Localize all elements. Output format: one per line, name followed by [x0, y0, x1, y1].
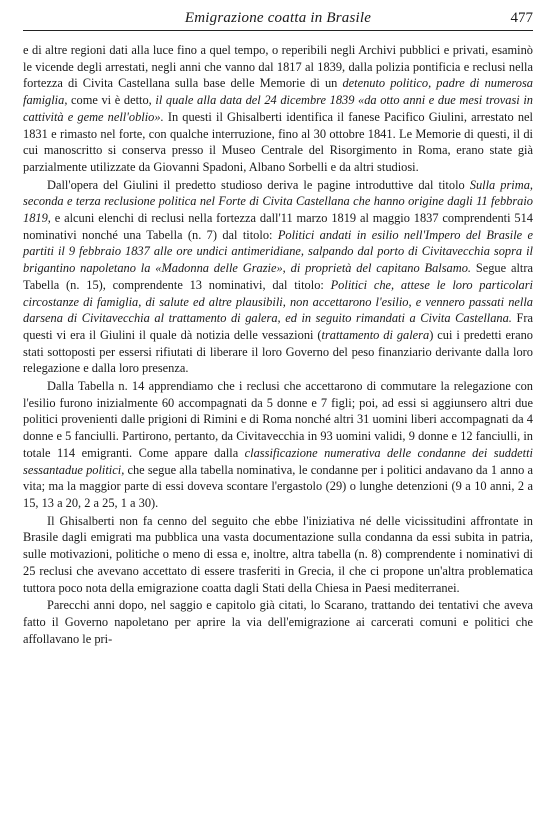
- text-run: , come vi è detto,: [64, 93, 156, 108]
- paragraph: [23, 42, 533, 176]
- page-number: 477: [510, 10, 533, 26]
- paragraph: [23, 177, 533, 377]
- text-run: e di altre regioni dati alla luce fino a quel tempo, o reperibili negli Archivi pubblici e privati, esaminò le vicende degli arrestati, negli anni che vanno dal 1817 al 1839, dalla polizia pontificia e reclusi nella fortezza di Civita Castellana sulla base delle Memorie di un: [23, 43, 533, 91]
- italic-text: Sulla prima, seconda e terza reclusione politica nel Forte di Civita Castellana che hanno origine dagli 11 febbraio 1819: [23, 177, 533, 226]
- text-run: ) cui i predetti erano stati sottoposti per essersi rifiutati di liberare il loro Governo del peso finanziario derivante dalla loro relegazione e dalla loro presenza.: [23, 327, 533, 376]
- paragraph: [23, 378, 533, 512]
- running-title: Emigrazione coatta in Brasile: [184, 10, 372, 26]
- text-run: Fra questi vi era il Giulini il quale dà notizia delle vessazioni (: [23, 311, 533, 342]
- text-run: , che segue alla tabella nominativa, le condanne per i politici andavano da 1 anno a vita; ma la maggior parte di essi doveva scontare l'ergastolo (29) o lunghe detenzioni (9 a 10 anni, 2 a 15, 13 a 20, 2 a 25, 1 a 30).: [23, 462, 534, 510]
- text-run: Dall'opera del Giulini il predetto studioso deriva le pagine introduttive dal titolo: [47, 177, 470, 192]
- italic-text: Politici che, attese le loro particolari circostanze di famiglia, di salute ed altre plausibili, non accettarono l'esilio, e vennero passati nella darsena di Civitavecchia al trattamento di galera, ed in seguito rimandati a Civita Castellana.: [23, 277, 533, 326]
- italic-text: classificazione numerativa delle condanne dei suddetti sessantadue politici: [23, 445, 533, 477]
- text-run: Segue altra Tabella (n. 15), comprendente 13 nominativi, dal titolo:: [23, 261, 533, 292]
- text-run: Il Ghisalberti non fa cenno del seguito che ebbe l'iniziativa né delle vicissitudini affrontate in Brasile dagli emigrati ma pubblica una vasta documentazione sulla condanna da essi subita in patria, sulle motivazioni, politiche o meno di essa e, inoltre, altra tabella (n. 8) comprendente i nominativi di 25 reclusi che avevano accettato di essere trasferiti in Grecia, il che ci propone un'altra problematica tuttora poco nota della emigrazione coatta dagli Stati della Chiesa in Paesi mediterranei.: [23, 513, 533, 595]
- text-run: Dalla Tabella n. 14 apprendiamo che i reclusi che accettarono di commutare la relegazione con l'esilio furono inizialmente 60 accompagnati da 5 donne e 7 figli; poi, ad essi si aggiunsero altri due politici provenienti dalle prigioni di Rimini e di Roma nonché altri 31 uomini liberi accompagnati da 4 donne e 5 fanciulli. Partirono, pertanto, da Civitavecchia in 93 uomini validi, 9 donne e 12 fanciulli, in totale 114 emigranti. Come appare dalla: [23, 379, 533, 460]
- paragraph: [23, 513, 533, 597]
- paragraph: [23, 597, 533, 647]
- text-run: , e alcuni elenchi di reclusi nella fortezza dall'11 marzo 1819 al maggio 1837 comprendenti 514 nominativi nonché una Tabella (n. 7) dal titolo:: [23, 211, 533, 242]
- italic-text: trattamento di galera: [321, 327, 430, 342]
- text-run: In questi il Ghisalberti identifica il fanese Pacifico Giulini, arrestato nel 1831 e rimasto nel forte, con qualche interruzione, fino al 30 ottobre 1841. Le Memorie di questi, il di cui manoscritto si conserva presso il Museo Centrale del Risorgimento in Roma, erano state già parzialmente utilizzate da Giovanni Spadoni, Albano Sorbelli e da altri studiosi.: [23, 109, 534, 174]
- italic-text: il quale alla data del 24 dicembre 1839 «da otto anni e due mesi trovasi in cattività e geme nell'oblio».: [23, 93, 533, 124]
- body-text: [23, 42, 533, 647]
- italic-text: detenuto politico, padre di numerosa famiglia: [23, 76, 534, 108]
- text-run: Parecchi anni dopo, nel saggio e capitolo già citati, lo Scarano, trattando dei tentativi che aveva fatto il Governo napoletano per aprire la via dell'emigrazione ai carcerati comuni e politici che affollavano le pri-: [23, 598, 533, 646]
- running-header: [23, 10, 533, 31]
- italic-text: Politici andati in esilio nell'Impero del Brasile e partiti il 9 febbraio 1837 alle ore undici antimeridiane, salpando dal porto di Civitavecchia sopra il brigantino napoletano la «Madonna delle Grazie», di proprietà del capitano Balsamo.: [23, 227, 533, 276]
